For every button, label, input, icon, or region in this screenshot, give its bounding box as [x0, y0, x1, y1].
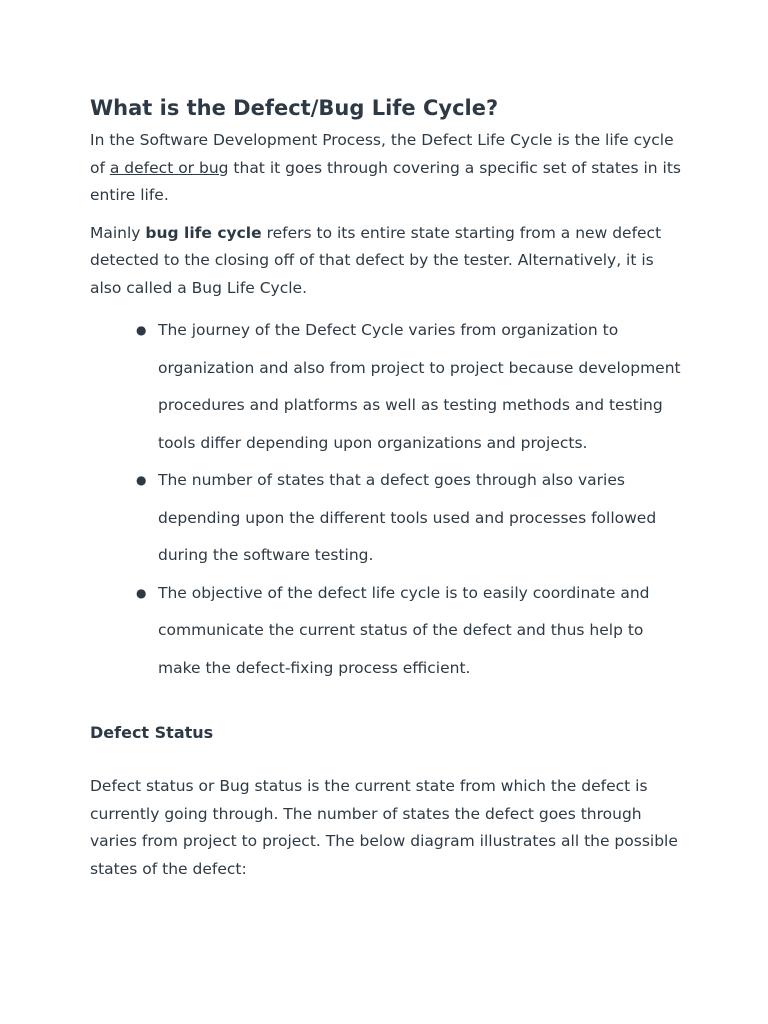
list-item-text: The journey of the Defect Cycle varies from organization to organization and also from project to project because development procedures and platforms as well as testing methods and testing tools differ depending upon organizations and projects. — [158, 321, 681, 452]
intro-paragraph — [90, 127, 690, 210]
list-item — [136, 575, 690, 688]
list-item — [136, 462, 690, 575]
list-item — [136, 312, 690, 462]
defect-or-bug-link[interactable]: a defect or bug — [109, 158, 229, 177]
intro-text-end: that it goes through covering a specific set of states in its entire life. — [90, 158, 681, 204]
mainly-text-end: refers to its entire state starting from a new defect detected to the closing off of that defect by the tester. Alternatively, it is also called a Bug Life Cycle. — [90, 223, 662, 297]
bullet-icon: ● — [136, 323, 147, 337]
bullet-icon: ● — [136, 473, 147, 487]
mainly-text-start: Mainly — [90, 223, 146, 242]
document-page — [90, 93, 690, 883]
list-item-text: The objective of the defect life cycle is to easily coordinate and communicate the current status of the defect and thus help to make the defect-fixing process efficient. — [158, 583, 650, 677]
intro-text-start: In the Software Development Process, the Defect Life Cycle is the life cycle of — [90, 131, 674, 177]
bug-life-cycle-bold: bug life cycle — [145, 223, 262, 242]
page-title: What is the Defect/Bug Life Cycle? — [90, 96, 499, 120]
bullet-icon: ● — [136, 585, 147, 600]
section-paragraph: Defect status or Bug status is the current state from which the defect is currently going through. The number of states the defect goes through varies from project to project. The below diagram illustrates all the possible states of the defect: — [90, 777, 678, 878]
bullet-list — [90, 312, 690, 687]
section-heading: Defect Status — [90, 723, 214, 742]
mainly-paragraph — [90, 220, 690, 303]
list-item-text: The number of states that a defect goes through also varies depending upon the different tools used and processes followed during the software testing. — [158, 471, 657, 564]
